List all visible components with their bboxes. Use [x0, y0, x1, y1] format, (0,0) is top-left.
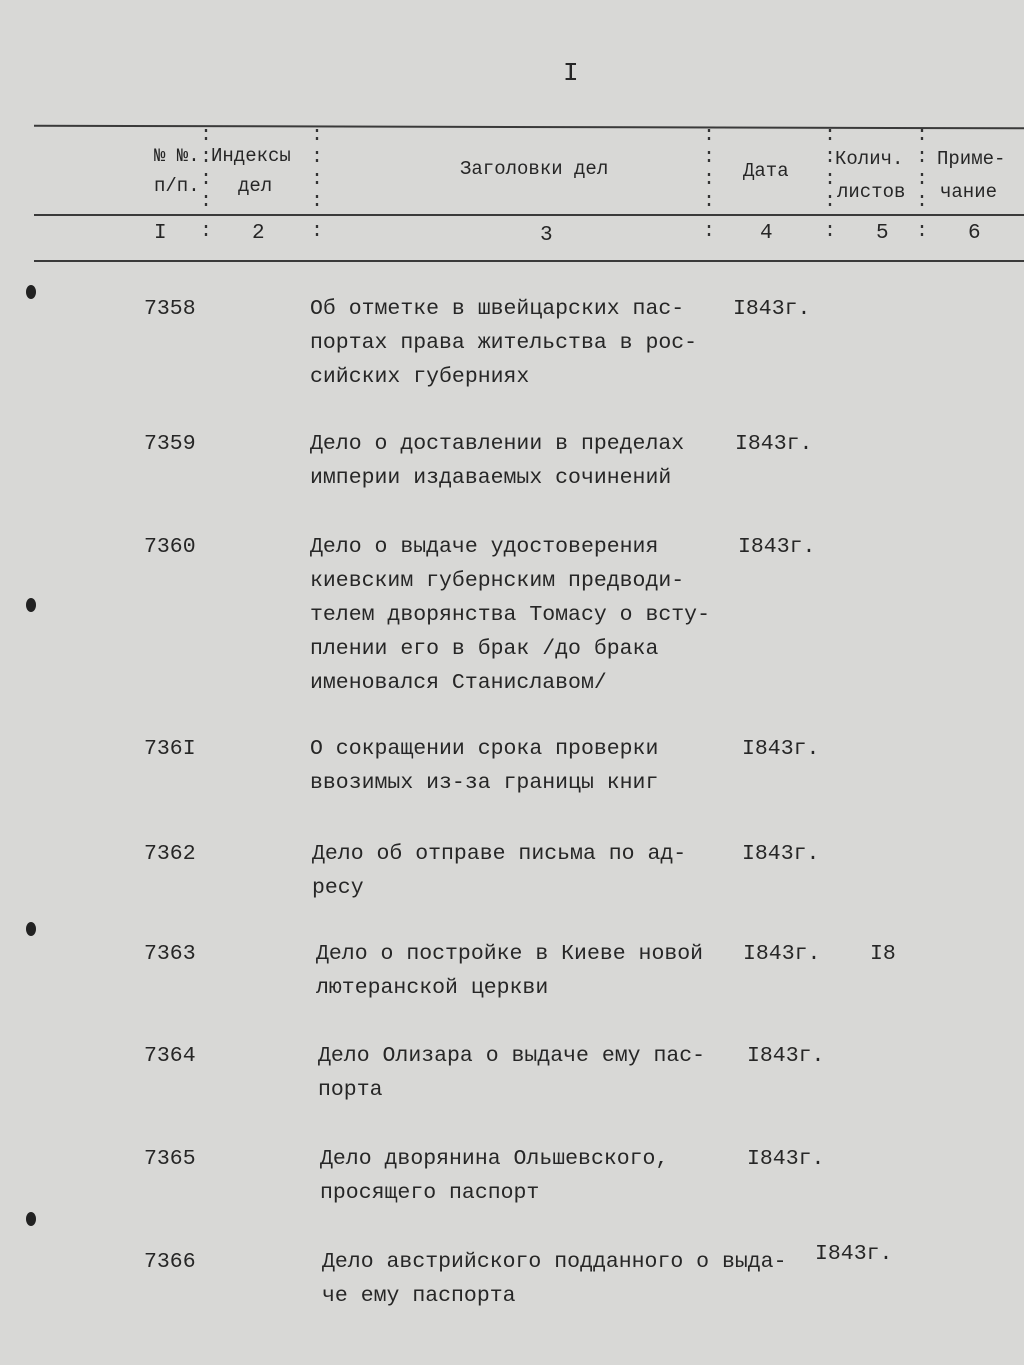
column-separator: : : : :	[824, 124, 837, 213]
column-separator: : : : :	[200, 124, 213, 213]
header-col1-line1: № №.	[154, 145, 200, 167]
entry-index: 7359	[144, 432, 196, 456]
page-number: I	[563, 58, 579, 88]
header-col3: Заголовки дел	[460, 158, 609, 180]
column-separator: : : : :	[311, 124, 324, 213]
entry-date: I843г.	[747, 1044, 825, 1068]
column-separator: :	[311, 220, 324, 243]
binder-hole	[26, 285, 36, 299]
entry-title: Дело Олизара о выдаче ему пас- порта	[318, 1044, 706, 1102]
binder-hole	[26, 1212, 36, 1226]
entry-index: 7358	[144, 297, 196, 321]
entry-index: 736I	[144, 737, 196, 761]
header-bottom-rule	[34, 260, 1024, 262]
entry-date: I843г.	[815, 1242, 893, 1266]
column-number-1: I	[154, 222, 167, 245]
entry-date: I843г.	[747, 1147, 825, 1171]
column-separator: :	[824, 220, 837, 243]
header-col2-line2: дел	[238, 175, 273, 197]
header-col6-line1: Приме-	[937, 148, 1006, 170]
column-separator: :	[703, 220, 716, 243]
entry-date: I843г.	[738, 535, 816, 559]
column-number-3: 3	[540, 224, 553, 247]
entry-date: I843г.	[735, 432, 813, 456]
binder-hole	[26, 922, 36, 936]
entry-date: I843г.	[742, 842, 820, 866]
entry-title: Дело о доставлении в пределах империи издаваемых сочинений	[310, 432, 685, 490]
column-separator: :	[200, 220, 213, 243]
column-number-6: 6	[968, 222, 981, 245]
entry-index: 7366	[144, 1250, 196, 1274]
entry-title: Дело о постройке в Киеве новой лютеранской церкви	[316, 942, 704, 1000]
entry-index: 7365	[144, 1147, 196, 1171]
entry-title: О сокращении срока проверки ввозимых из-за границы книг	[310, 737, 659, 795]
column-separator: : : : :	[703, 124, 716, 213]
column-number-2: 2	[252, 222, 265, 245]
entry-index: 7363	[144, 942, 196, 966]
entry-title: Дело об отправе письма по ад- ресу	[312, 842, 687, 900]
entry-title: Дело о выдаче удостоверения киевским губернским предводи- телем дворянства Томасу о всту- плении его в брак /до брака именовался Станиславом/	[310, 535, 710, 695]
entry-date: I843г.	[743, 942, 821, 966]
entry-date: I843г.	[742, 737, 820, 761]
entry-index: 7360	[144, 535, 196, 559]
header-col2-line1: Индексы	[211, 145, 291, 167]
header-col4: Дата	[743, 160, 789, 182]
entry-sheet-count: I8	[870, 942, 896, 966]
header-col5-line1: Колич.	[835, 148, 904, 170]
header-col5-line2: листов	[837, 181, 906, 203]
table-top-rule	[34, 125, 1024, 130]
column-separator: : : : :	[916, 124, 929, 213]
header-col1-line2: п/п.	[154, 175, 200, 197]
column-number-4: 4	[760, 222, 773, 245]
entry-title: Дело австрийского подданного о выда- че ему паспорта	[322, 1250, 787, 1308]
entry-title: Дело дворянина Ольшевского, просящего паспорт	[320, 1147, 669, 1205]
header-divider-rule	[34, 214, 1024, 216]
binder-hole	[26, 598, 36, 612]
entry-date: I843г.	[733, 297, 811, 321]
entry-title: Об отметке в швейцарских пас- портах права жительства в рос- сийских губерниях	[310, 297, 698, 389]
column-separator: :	[916, 220, 929, 243]
entry-index: 7364	[144, 1044, 196, 1068]
header-col6-line2: чание	[940, 181, 998, 203]
column-number-5: 5	[876, 222, 889, 245]
entry-index: 7362	[144, 842, 196, 866]
